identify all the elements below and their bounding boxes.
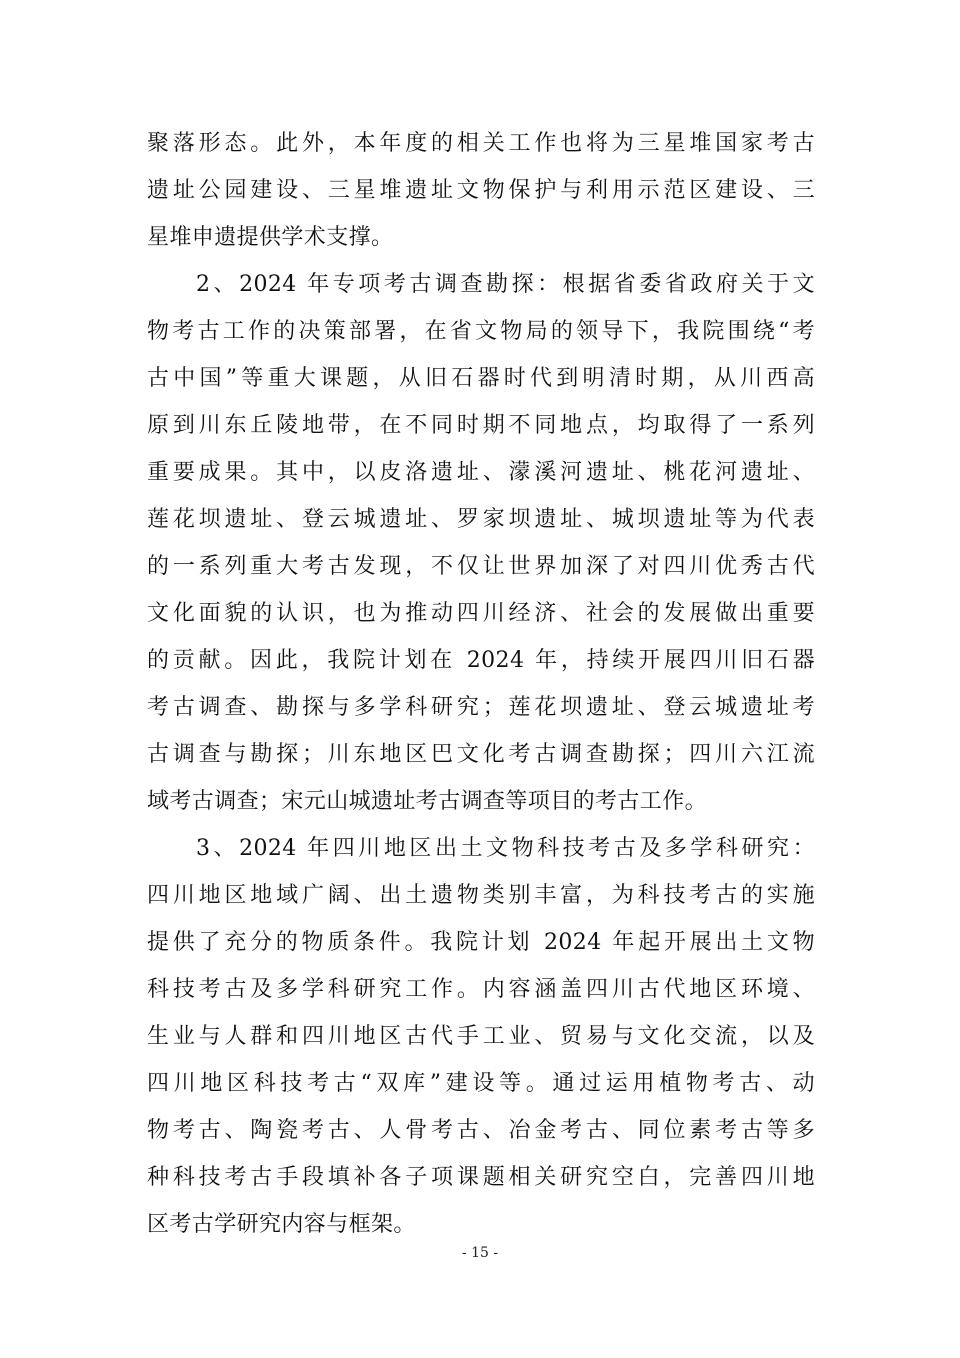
body-text-line: 生业与人群和四川地区古代手工业、贸易与文化交流，以及 xyxy=(147,1024,815,1049)
body-text-line: 重要成果。其中，以皮洛遗址、濛溪河遗址、桃花河遗址、 xyxy=(147,460,815,485)
section-heading-line: 2、2024 年专项考古调查勘探：根据省委省政府关于文 xyxy=(196,272,815,297)
body-text-line: 文化面貌的认识，也为推动四川经济、社会的发展做出重要 xyxy=(147,601,815,626)
body-text-line: 四川地区地域广阔、出土遗物类别丰富，为科技考古的实施 xyxy=(147,883,815,908)
body-text-line: 科技考古及多学科研究工作。内容涵盖四川古代地区环境、 xyxy=(147,977,815,1002)
body-text-line: 莲花坝遗址、登云城遗址、罗家坝遗址、城坝遗址等为代表 xyxy=(147,507,815,532)
body-text-line: 考古调查、勘探与多学科研究；莲花坝遗址、登云城遗址考 xyxy=(147,695,815,720)
body-text-line: 古调查与勘探；川东地区巴文化考古调查勘探；四川六江流 xyxy=(147,742,815,767)
body-text-line: 物考古、陶瓷考古、人骨考古、冶金考古、同位素考古等多 xyxy=(147,1118,815,1143)
body-text-line: 四川地区科技考古“双库”建设等。通过运用植物考古、动 xyxy=(147,1071,815,1096)
body-text-line: 的贡献。因此，我院计划在 2024 年，持续开展四川旧石器 xyxy=(147,648,815,673)
body-text-line: 遗址公园建设、三星堆遗址文物保护与利用示范区建设、三 xyxy=(147,178,815,203)
body-text-line: 物考古工作的决策部署，在省文物局的领导下，我院围绕“考 xyxy=(147,319,815,344)
body-text-line: 聚落形态。此外，本年度的相关工作也将为三星堆国家考古 xyxy=(147,131,815,156)
body-text-line: 种科技考古手段填补各子项课题相关研究空白，完善四川地 xyxy=(147,1165,815,1190)
body-text-line: 提供了充分的物质条件。我院计划 2024 年起开展出土文物 xyxy=(147,930,815,955)
body-text-line: 古中国”等重大课题，从旧石器时代到明清时期，从川西高 xyxy=(147,366,815,391)
body-text-line: 区考古学研究内容与框架。 xyxy=(147,1212,416,1237)
body-text-line: 域考古调查；宋元山城遗址考古调查等项目的考古工作。 xyxy=(147,789,708,814)
body-text-line: 的一系列重大考古发现，不仅让世界加深了对四川优秀古代 xyxy=(147,554,815,579)
body-text-line: 星堆申遗提供学术支撑。 xyxy=(147,225,394,250)
section-heading-line: 3、2024 年四川地区出土文物科技考古及多学科研究： xyxy=(196,836,815,861)
page-number: - 15 - xyxy=(461,1245,499,1261)
body-text-line: 原到川东丘陵地带，在不同时期不同地点，均取得了一系列 xyxy=(147,413,815,438)
